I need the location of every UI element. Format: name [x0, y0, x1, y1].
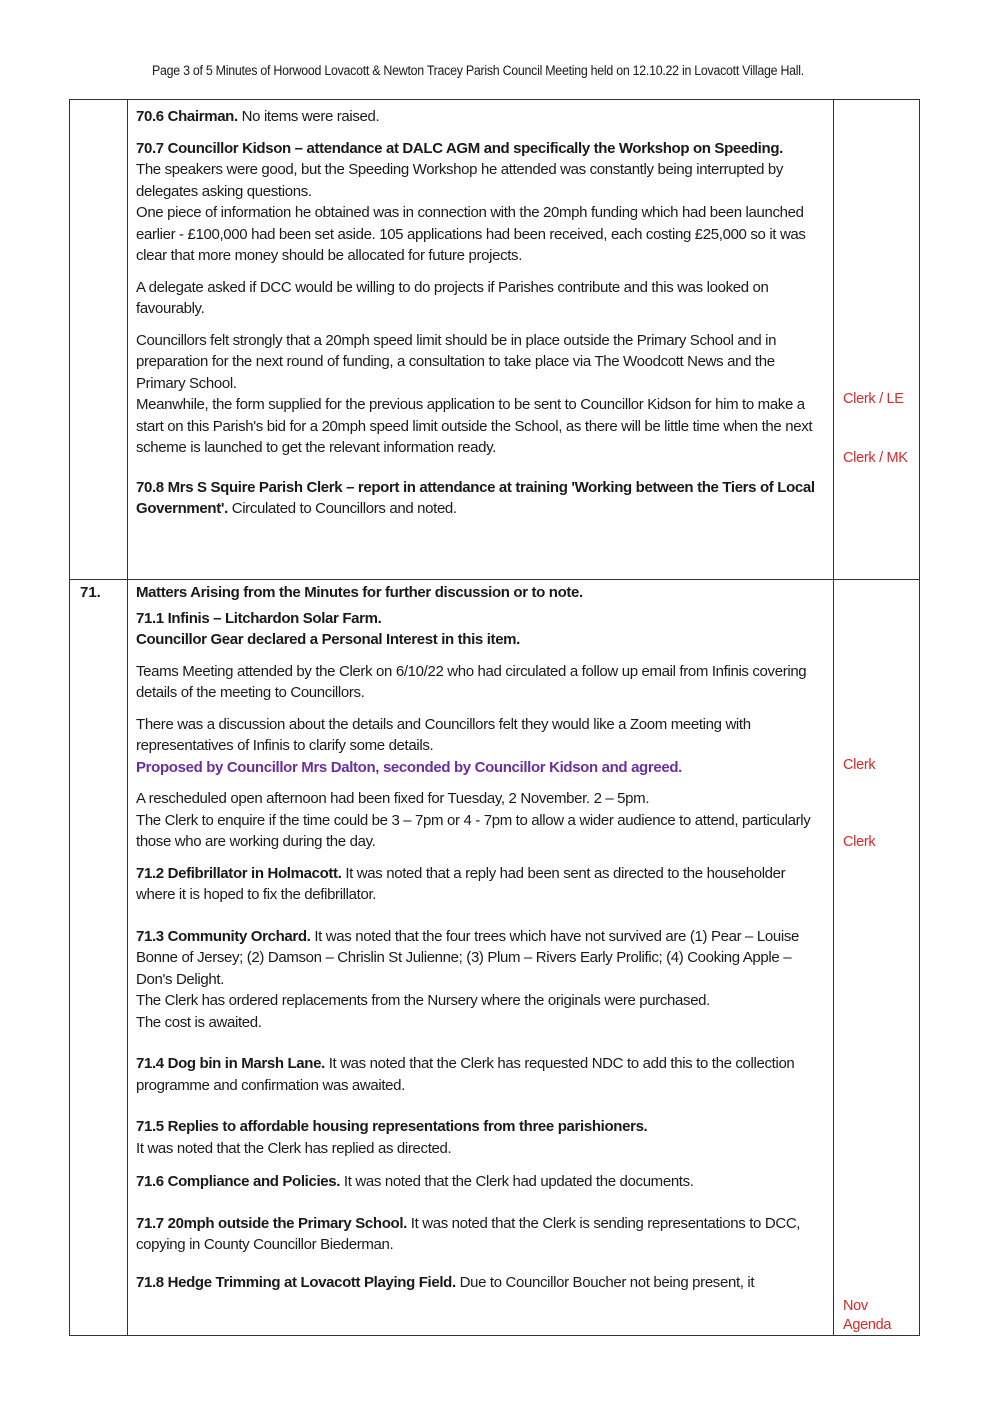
item-70-6: 70.6 Chairman. No items were raised. [136, 108, 380, 125]
paragraph: The cost is awaited. [136, 1013, 262, 1031]
item-content-cell [128, 580, 834, 1336]
paragraph: Teams Meeting attended by the Clerk on 6/10/22 who had circulated a follow up email from Infinis covering details of the meeting to Councillors. [136, 662, 807, 701]
item-71-5-title: 71.5 Replies to affordable housing representations from three parishioners. [136, 1118, 648, 1135]
item-71-8: 71.8 Hedge Trimming at Lovacott Playing Field. Due to Councillor Boucher not being present, it [136, 1273, 755, 1291]
item-71-2: 71.2 Defibrillator in Holmacott. It was noted that a reply had been sent as directed to the householder where it is hoped to fix the defibrillator. [136, 864, 786, 903]
item-71-7: 71.7 20mph outside the Primary School. It was noted that the Clerk is sending representations to DCC, copying in County Councillor Biederman. [136, 1214, 801, 1253]
item-70-7-title: 70.7 Councillor Kidson – attendance at DALC AGM and specifically the Workshop on Speeding. [136, 139, 783, 157]
paragraph: There was a discussion about the details and Councillors felt they would like a Zoom meeting with representatives of Infinis to clarify some details. [136, 715, 751, 754]
minutes-table [69, 99, 920, 1336]
action-label: Clerk / MK [843, 450, 908, 466]
section-heading: Matters Arising from the Minutes for further discussion or to note. [136, 584, 583, 601]
action-cell [834, 580, 920, 1336]
paragraph: A delegate asked if DCC would be willing to do projects if Parishes contribute and this was looked on favourably. [136, 278, 769, 317]
paragraph: Meanwhile, the form supplied for the previous application to be sent to Councillor Kidson for him to make a start on this Parish's bid for a 20mph speed limit outside the School, as there will be little time when the next scheme is launched to get the relevant information ready. [136, 396, 813, 456]
action-label: Nov Agenda [843, 1298, 892, 1333]
item-71-4: 71.4 Dog bin in Marsh Lane. It was noted that the Clerk has requested NDC to add this to the collection programme and confirmation was awaited. [136, 1055, 795, 1094]
paragraph: The Clerk to enquire if the time could be 3 – 7pm or 4 - 7pm to allow a wider audience to attend, particularly those who are working during the day. [136, 811, 811, 850]
minutes-row-71 [70, 580, 920, 1336]
paragraph: The speakers were good, but the Speeding Workshop he attended was constantly being interrupted by delegates asking questions. [136, 161, 784, 200]
minutes-row-70 [70, 100, 920, 580]
item-71-6: 71.6 Compliance and Policies. It was noted that the Clerk had updated the documents. [136, 1173, 694, 1190]
item-71-1-title: 71.1 Infinis – Litchardon Solar Farm. [136, 609, 382, 627]
item-number-cell [70, 100, 128, 580]
item-71-3: 71.3 Community Orchard. It was noted that the four trees which have not survived are (1) Pear – Louise Bonne of Jersey; (2) Damson – Chrislin St Julienne; (3) Plum – Rivers Early Prolific; (4) Cooking Apple – Don's Delight. [136, 927, 799, 988]
interest-declaration: Councillor Gear declared a Personal Interest in this item. [136, 631, 520, 648]
item-content-cell [128, 100, 834, 580]
paragraph: It was noted that the Clerk has replied as directed. [136, 1139, 452, 1157]
paragraph: Councillors felt strongly that a 20mph speed limit should be in place outside the Primary School and in preparation for the next round of funding, a consultation to take place via The Woodcott News and the Primary School. [136, 331, 777, 392]
action-label: Clerk / LE [843, 391, 904, 407]
paragraph: One piece of information he obtained was in connection with the 20mph funding which had been launched earlier - £100,000 had been set aside. 105 applications had been received, each costing £25,000 so it was clear that more money should be allocated for future projects. [136, 204, 806, 264]
item-70-8: 70.8 Mrs S Squire Parish Clerk – report in attendance at training 'Working between the Tiers of Local Government'. Circulated to Councillors and noted. [136, 478, 815, 517]
proposal: Proposed by Councillor Mrs Dalton, seconded by Councillor Kidson and agreed. [136, 758, 682, 776]
paragraph: The Clerk has ordered replacements from the Nursery where the originals were purchased. [136, 992, 710, 1009]
action-label: Clerk [843, 834, 876, 850]
action-label: Clerk [843, 757, 876, 773]
item-number: 71. [70, 580, 128, 1336]
action-cell [834, 100, 920, 580]
page-header: Page 3 of 5 Minutes of Horwood Lovacott & Newton Tracey Parish Council Meeting held on 12.10.22 in Lovacott Village Hall. [152, 63, 804, 78]
paragraph: A rescheduled open afternoon had been fixed for Tuesday, 2 November. 2 – 5pm. [136, 790, 650, 807]
